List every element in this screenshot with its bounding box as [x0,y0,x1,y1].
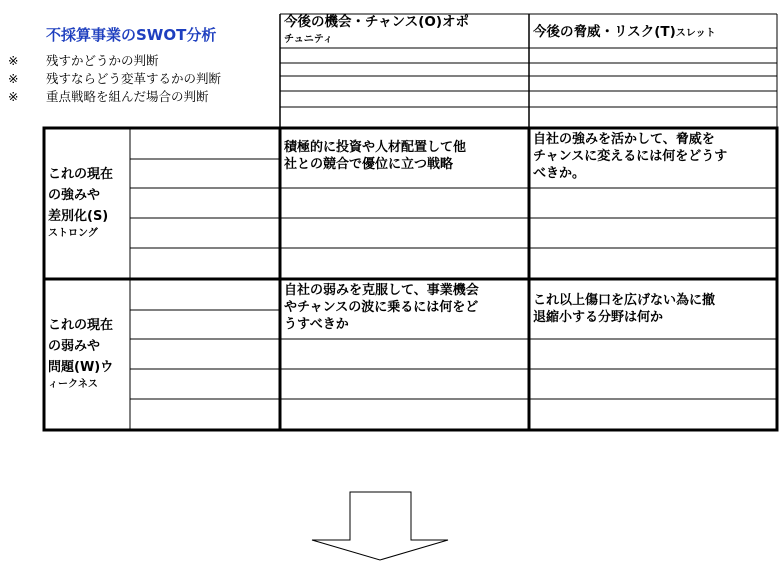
strength-label [48,164,113,241]
st-line: 自社の強みを活かして、脅威を [533,132,715,147]
note-text: 残すかどうかの判断 [46,53,159,68]
so-line: 積極的に投資や人材配置して他 [284,140,467,155]
wo-line: やチャンスの波に乗るには何をど [284,300,479,315]
wo-line: うすべきか [284,317,349,332]
wo-line: 自社の弱みを克服して、事業機会 [284,283,479,298]
strength-label-line: これの現在 [48,167,114,182]
weakness-label-small: ィークネス [48,379,98,390]
notes-list [8,52,221,106]
note-text: 残すならどう変革するかの判断 [46,71,222,86]
st-line: べきか。 [533,166,586,181]
strength-label-line: 差別化(S) [48,209,109,224]
threat-header [533,24,777,42]
so-line: 社との競合で優位に立つ戦略 [284,157,454,172]
wt-strategy-text [533,292,777,326]
opportunity-header-main: 今後の機会・チャンス(O)オポ [284,14,470,30]
opportunity-header [284,14,528,48]
note-item [8,52,221,70]
weakness-label-line: 問題(W)ウ [48,360,114,375]
so-strategy-text [284,139,528,173]
note-mark: ※ [8,89,19,104]
st-strategy-text [533,131,777,182]
strength-label-small: ストロング [48,228,98,239]
threat-header-main: 今後の脅威・リスク(T) [533,24,676,40]
wt-line: 退縮小する分野は何か [533,310,664,325]
note-item [8,88,221,106]
weakness-label-line: これの現在 [48,318,114,333]
st-line: チャンスに変えるには何をどうす [533,149,728,164]
note-mark: ※ [8,53,19,68]
wo-strategy-text [284,282,528,333]
wt-line: これ以上傷口を広げない為に撤 [533,293,716,308]
note-mark: ※ [8,71,19,86]
note-item [8,70,221,88]
note-text: 重点戦略を組んだ場合の判断 [46,89,209,104]
opportunity-header-sub: チュニティ [284,34,333,45]
threat-header-small: スレット [675,28,716,39]
strength-label-line: の強みや [48,188,101,203]
page-title: 不採算事業のSWOT分析 [46,26,217,44]
weakness-label [48,315,113,392]
weakness-label-line: の弱みや [48,339,101,354]
down-arrow-icon [312,492,448,560]
